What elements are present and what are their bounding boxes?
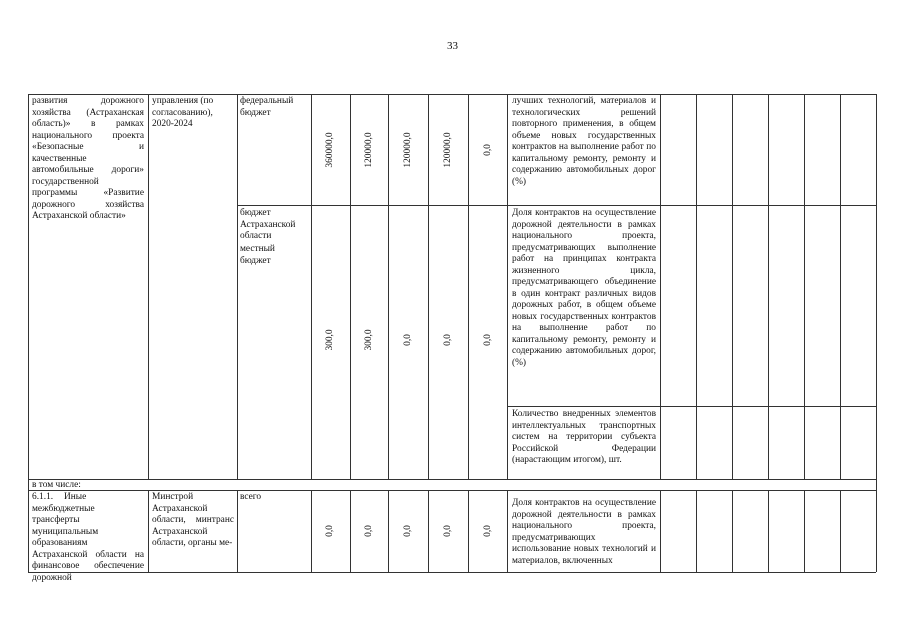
value-cell: 360000,0 bbox=[325, 132, 335, 168]
value-cell: 0,0 bbox=[483, 525, 493, 537]
program-name-cell: развития дорожного хозяйства (Астраханская область)» в рамках национального проекта «Безопасные и качественные автомобильные дороги» государственной программы «Развитие дорожного хозяйства Астраханской области» bbox=[32, 96, 144, 221]
table-rule bbox=[507, 406, 876, 407]
table-rule bbox=[804, 94, 805, 479]
table-rule bbox=[28, 94, 29, 572]
value-cell: 0,0 bbox=[403, 525, 413, 537]
executor-cell: управления (по согласованию), 2020-2024 bbox=[152, 96, 214, 129]
table-rule bbox=[311, 94, 312, 479]
funding-federal-cell: федеральный бюджет bbox=[240, 96, 294, 118]
table-rule bbox=[768, 490, 769, 572]
table-rule bbox=[840, 490, 841, 572]
table-rule bbox=[660, 94, 661, 479]
value-cell: 0,0 bbox=[443, 525, 453, 537]
value-cell: 120000,0 bbox=[403, 132, 413, 168]
table-rule bbox=[428, 490, 429, 572]
table-rule bbox=[696, 490, 697, 572]
value-cell: 120000,0 bbox=[364, 132, 374, 168]
item-funding-cell: всего bbox=[240, 492, 262, 502]
funding-local-cell: местный бюджет bbox=[240, 244, 275, 266]
table-rule bbox=[507, 490, 508, 572]
value-cell: 0,0 bbox=[483, 334, 493, 346]
indicator-cell: Доля контрактов на осуществление дорожной деятельности в рамках национального проекта, предусматривающих использование новых технологий и материалов, включенных bbox=[512, 498, 656, 566]
indicator-cell: Количество внедренных элементов интеллектуальных транспортных систем на территории субъекта Российской Федерации (нарастающим итогом), шт. bbox=[512, 409, 656, 465]
table-rule bbox=[28, 94, 876, 95]
table-rule bbox=[148, 94, 149, 479]
table-rule bbox=[507, 205, 876, 206]
value-cell: 300,0 bbox=[325, 329, 335, 351]
table-rule bbox=[696, 94, 697, 479]
table-rule bbox=[28, 572, 876, 573]
table-rule bbox=[237, 490, 238, 572]
table-rule bbox=[350, 490, 351, 572]
value-cell: 300,0 bbox=[364, 329, 374, 351]
table-rule bbox=[507, 94, 508, 479]
in-that-number-row: в том числе: bbox=[32, 480, 81, 490]
value-cell: 120000,0 bbox=[443, 132, 453, 168]
table-rule bbox=[660, 490, 661, 572]
table-rule bbox=[804, 490, 805, 572]
item-number: 6.1.1. bbox=[32, 492, 54, 502]
value-cell: 0,0 bbox=[364, 525, 374, 537]
table-rule bbox=[840, 94, 841, 479]
page-number: 33 bbox=[447, 40, 458, 52]
value-cell: 0,0 bbox=[483, 144, 493, 156]
table-rule bbox=[732, 94, 733, 479]
value-cell: 0,0 bbox=[325, 525, 335, 537]
funding-regional-cell: бюджет Астраханской области bbox=[240, 208, 296, 241]
table-rule bbox=[876, 94, 877, 572]
table-rule bbox=[768, 94, 769, 479]
table-rule bbox=[350, 94, 351, 479]
indicator-cell: лучших технологий, материалов и технологических решений повторного применения, в общем объеме новых государственных контрактов на выполнение работ по капитальному ремонту, ремонту и содержанию автомобильных дорог (%) bbox=[512, 96, 656, 187]
table-rule bbox=[237, 205, 507, 206]
table-rule bbox=[148, 490, 149, 572]
table-rule bbox=[237, 94, 238, 479]
indicator-cell: Доля контрактов на осуществление дорожной деятельности в рамках национального проекта, предусматривающих выполнение работ на принципах контракта жизненного цикла, предусматривающего объединение в один контракт различных видов дорожных работ, в общем объеме новых государственных контрактов на выполнение работ по капитальному ремонту, ремонту и содержанию автомобильных дорог, (%) bbox=[512, 208, 656, 368]
program-table bbox=[28, 94, 876, 583]
value-cell: 0,0 bbox=[443, 334, 453, 346]
table-rule bbox=[468, 94, 469, 479]
item-executor-cell: Минстрой Астраханской области, минтранс Астраханской области, органы ме- bbox=[152, 492, 234, 548]
table-rule bbox=[732, 490, 733, 572]
table-rule bbox=[388, 490, 389, 572]
table-rule bbox=[388, 94, 389, 479]
table-rule bbox=[311, 490, 312, 572]
value-cell: 0,0 bbox=[403, 334, 413, 346]
table-rule bbox=[428, 94, 429, 479]
item-text-cell: Иные межбюджетные трансферты муниципальным образованиям Астраханской области на финансовое обеспечение дорожной bbox=[32, 492, 144, 583]
table-rule bbox=[468, 490, 469, 572]
